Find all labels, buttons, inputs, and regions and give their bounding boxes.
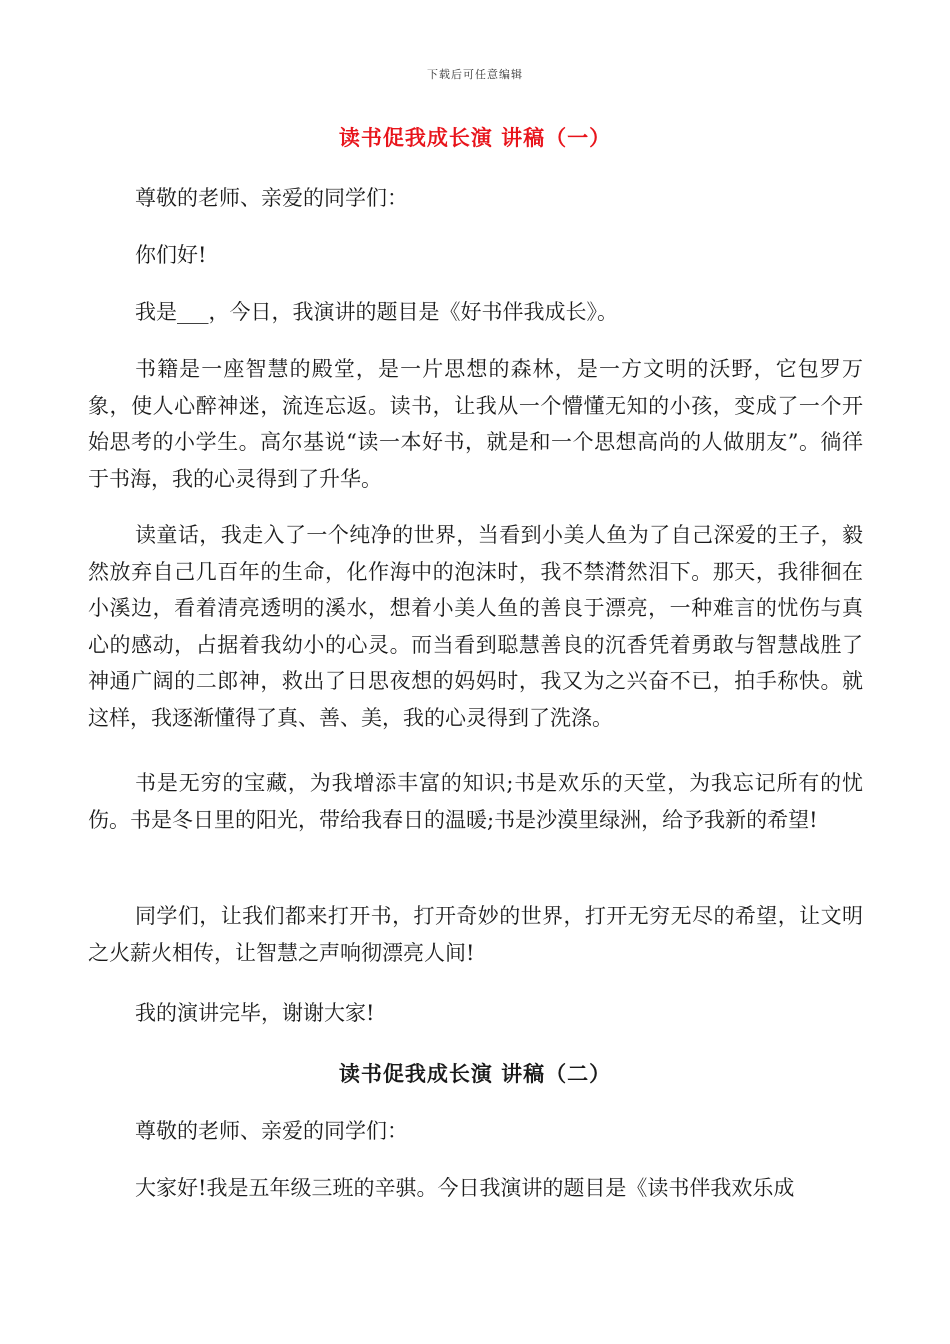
speech2-paragraph: 大家好!我是五年级三班的辛骐。今日我演讲的题目是《读书伴我欢乐成 [135,1176,795,1200]
speech1-paragraph: 读童话，我走入了一个纯净的世界，当看到小美人鱼为了自己深爱的王子，毅然放弃自己几百年的生命，化作海中的泡沫时，我不禁潸然泪下。那天，我徘徊在小溪边，看着清亮透明的溪水，想着小美人鱼的善良于漂亮，一种难言的忧伤与真心的感动，占据着我幼小的心灵。而当看到聪慧善良的沉香凭着勇敢与智慧战胜了神通广阔的二郎神，救出了日思夜想的妈妈时，我又为之兴奋不已，拍手称快。就这样，我逐渐懂得了真、善、美，我的心灵得到了洗涤。 [88,523,863,730]
speech2-paragraph: 尊敬的老师、亲爱的同学们： [135,1119,408,1143]
speech1-paragraph: 我是___，今日，我演讲的题目是《好书伴我成长》。 [135,300,618,324]
speech1-paragraph: 同学们，让我们都来打开书，打开奇妙的世界，打开无穷无尽的希望，让文明之火薪火相传，让智慧之声响彻漂亮人间! [88,904,863,965]
speech1-paragraph: 尊敬的老师、亲爱的同学们： [135,186,408,210]
speech1-paragraph: 我的演讲完毕，谢谢大家! [135,1001,375,1025]
header-note: 下载后可任意编辑 [427,68,523,81]
speech1-paragraph: 书是无穷的宝藏，为我增添丰富的知识;书是欢乐的天堂，为我忘记所有的忧伤。书是冬日里的阳光，带给我春日的温暖;书是沙漠里绿洲，给予我新的希望! [88,771,863,832]
speech2-title: 读书促我成长演 讲稿（二） [338,1061,612,1086]
speech1-paragraph: 书籍是一座智慧的殿堂，是一片思想的森林，是一方文明的沃野，它包罗万象，使人心醉神迷，流连忘返。读书，让我从一个懵懂无知的小孩，变成了一个开始思考的小学生。高尔基说“读一本好书，就是和一个思想高尚的人做朋友”。徜徉于书海，我的心灵得到了升华。 [88,357,863,491]
speech1-paragraph: 你们好! [135,243,207,267]
speech1-title: 读书促我成长演 讲稿（一） [338,125,612,150]
